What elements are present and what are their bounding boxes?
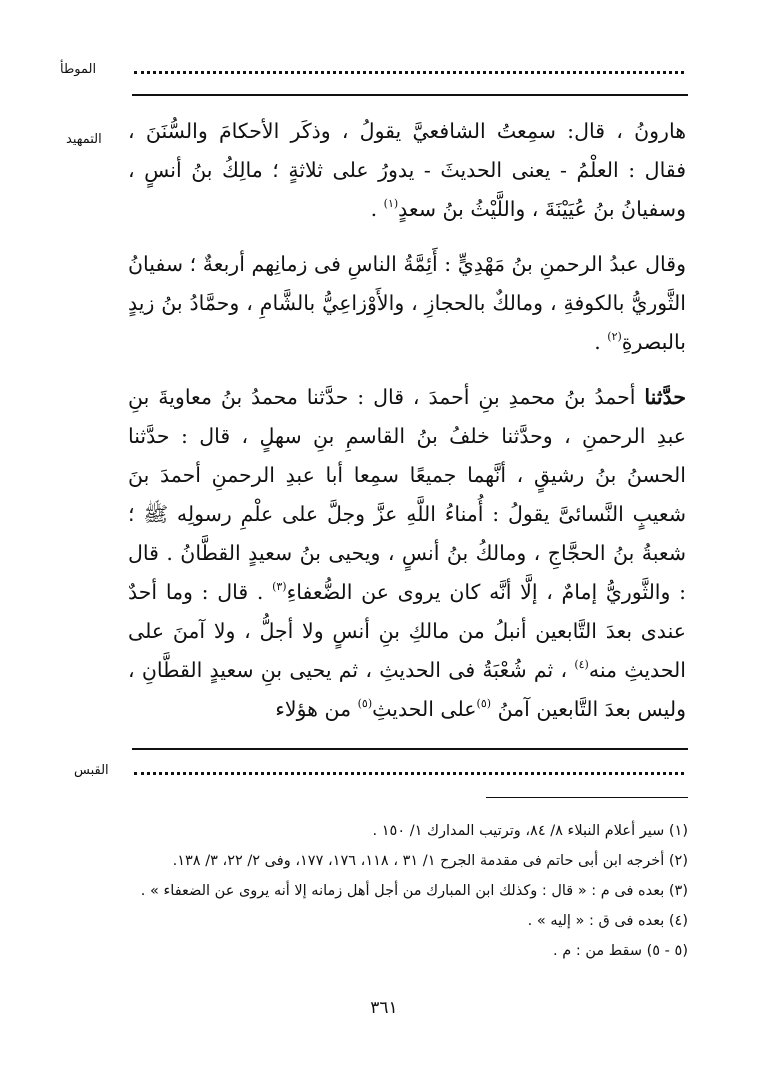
header-label-muwatta: الموطأ bbox=[60, 62, 97, 77]
header-rule bbox=[132, 94, 688, 96]
paragraph-3-text-a: أحمدُ بنُ محمدِ بنِ أحمدَ ، قال : حدَّثنا محمدُ بنُ معاويةَ بنِ عبدِ الرحمنِ ، وحدَّثنا خلفُ بنُ القاسمِ بنِ سهلٍ ، قال : حدَّثنا الحسنُ بنُ رشيقٍ ، أنَّهما جميعًا سمِعا أبا عبدِ الرحمنِ أحمدَ بنَ شعيبٍ النَّسائىَّ يقولُ : أُمناءُ اللَّهِ عزَّ وجلَّ على علْمِ رسولِه ﷺ ؛ شعبةُ بنُ الحجَّاجِ ، ومالكُ بنُ أنسٍ ، ويحيى بنُ سعيدٍ القطَّانُ . قال : والثَّوريُّ إمامٌ ، إلَّا أنَّه كان يروى عن الضُّعفاءِ bbox=[128, 385, 687, 604]
footnote-ref-5-start: (٥) bbox=[476, 697, 492, 710]
paragraph-1-text: هارونُ ، قال: سمِعتُ الشافعيَّ يقولُ ، وذكَر الأحكامَ والسُّنَنَ ، فقال : العلْمُ - يعنى الحديثَ - يدورُ على ثلاثةٍ ؛ مالِكُ بنُ أنسٍ ، وسفيانُ بنُ عُيَيْنَةَ ، واللَّيْثُ بنُ سعدٍ bbox=[128, 119, 686, 221]
paragraph-2 bbox=[128, 245, 686, 362]
footnote-4: (٤) بعده فى ق : « إليه » . bbox=[527, 913, 688, 929]
footnote-5: (٥ - ٥) سقط من : م . bbox=[553, 943, 688, 959]
footnote-ref-2: (٢) bbox=[607, 330, 622, 343]
footnotes bbox=[128, 816, 688, 966]
footer-dotted-line bbox=[134, 772, 684, 775]
paragraph-3 bbox=[128, 378, 686, 729]
paragraph-3-text-c: ، ثم شُعْبَةُ فى الحديثِ ، ثم يحيى بنِ سعيدٍ القطَّانِ ، وليس بعدَ التَّابعين آمنُ bbox=[128, 658, 686, 721]
footnote-ref-3: (٣) bbox=[272, 580, 287, 593]
paragraph-3-text-d: على الحديثِ bbox=[372, 697, 477, 721]
page-number: ٣٦١ bbox=[370, 998, 398, 1018]
footnote-separator bbox=[486, 797, 688, 798]
footnote-ref-4: (٤) bbox=[574, 658, 589, 671]
footer-label-qabas: القبس bbox=[74, 763, 109, 778]
paragraph-1 bbox=[128, 112, 686, 229]
paragraph-3-lead: حدَّثنا bbox=[644, 385, 686, 409]
header-dotted-line bbox=[134, 71, 684, 74]
paragraph-3-text-b: . قال : وما أحدٌ عندى بعدَ التَّابعين أنبلُ من مالكِ بنِ أنسٍ ولا أجلُّ ، ولا آمنَ على الحديثِ منه bbox=[128, 580, 686, 682]
footnote-3: (٣) بعده فى م : « قال : وكذلك ابن المبارك من أجل أهل زمانه إلا أنه يروى عن الضعفاء » . bbox=[140, 883, 688, 899]
body-bottom-rule bbox=[132, 748, 688, 750]
paragraph-2-end: . bbox=[594, 330, 608, 354]
margin-label-tamhid: التمهيد bbox=[66, 132, 102, 147]
footnote-ref-1: (١) bbox=[383, 197, 399, 210]
footnote-ref-5-end: (٥) bbox=[357, 697, 373, 710]
paragraph-1-end: . bbox=[370, 197, 384, 221]
footnote-2: (٢) أخرجه ابن أبى حاتم فى مقدمة الجرح ١/ ٣١ ، ١١٨، ١٧٦، ١٧٧، وفى ٢/ ٢٢، ٣/ ١٣٨. bbox=[172, 853, 688, 869]
paragraph-2-text: وقال عبدُ الرحمنِ بنُ مَهْدِيٍّ : أَئِمَّةُ الناسِ فى زمانِهم أربعةٌ ؛ سفيانُ الثَّوريُّ بالكوفةِ ، ومالكٌ بالحجازِ ، والأَوْزاعِيُّ بالشَّامِ ، وحمَّادُ بنُ زيدٍ بالبصرةِ bbox=[128, 252, 686, 354]
main-text bbox=[128, 112, 686, 729]
paragraph-3-text-e: من هؤلاء bbox=[275, 697, 358, 721]
footnote-1: (١) سير أعلام النبلاء ٨/ ٨٤، وترتيب المدارك ١/ ١٥٠ . bbox=[372, 823, 688, 839]
